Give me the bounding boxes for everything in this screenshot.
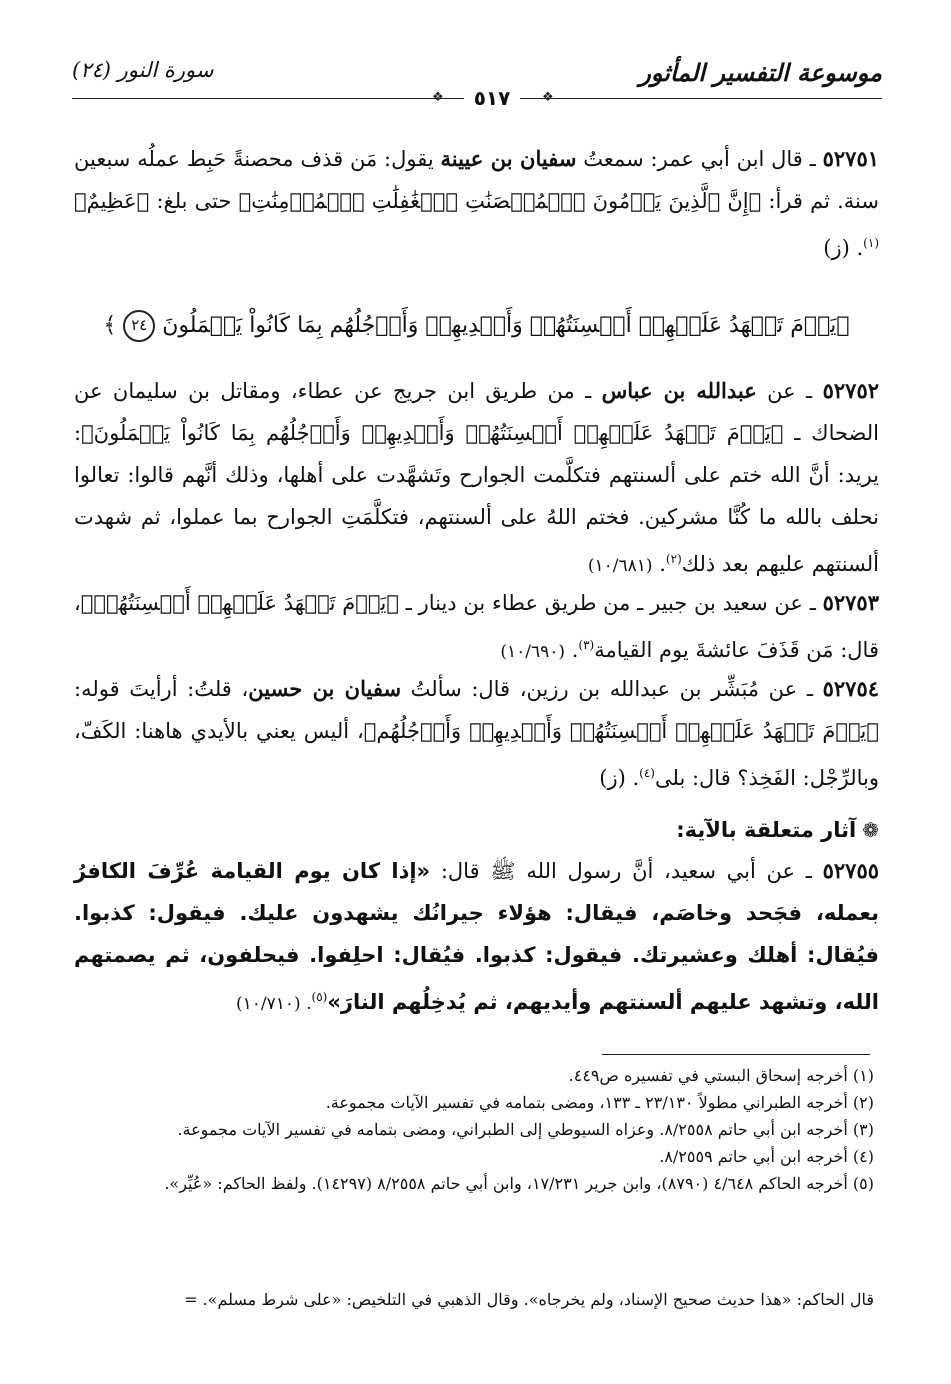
footnote-marker: (٢) xyxy=(665,552,682,566)
ornament-icon: ❖ xyxy=(432,90,444,105)
entry-text: ـ عن xyxy=(756,379,823,403)
flower-ornament-icon: ❁ xyxy=(862,818,879,842)
entry-text: ـ عن أبي سعيد، أنَّ رسول الله ﷺ قال: xyxy=(430,859,823,883)
entry-text: ـ قال ابن أبي عمر: سمعتُ xyxy=(576,147,823,171)
hadith-text: «إذا كان يوم القيامة عُرِّفَ الكافرُ بعمله، فجَحد وخاصَم، فيقال: هؤلاء جيرانُك يشهدون عليك. فيقول: كذبوا. فيُقال: أهلك وعشيرتك. فيقول: كذبوا. فيُقال: احلِفوا. فيحلفون، ثم يصمتهم الله، وتشهد عليهم ألسنتهم وأيديهم، ثم يُدخِلُهم النارَ» xyxy=(74,859,879,1014)
entry-text: . xyxy=(565,638,579,662)
entry-number: ٥٢٧٥١ xyxy=(822,146,880,171)
footnote: (٤) أخرجه ابن أبي حاتم ٨/٢٥٥٩. xyxy=(659,1147,874,1166)
entry-text: . xyxy=(652,552,666,576)
ornament-icon: ❖ xyxy=(542,90,554,105)
verse-text: ﴿يَوۡمَ تَشۡهَدُ عَلَيۡهِمۡ أَلۡسِنَتُهُمۡ وَأَيۡدِيهِمۡ وَأَرۡجُلُهُم بِمَا كَانُواْ يَعۡمَلُونَ xyxy=(162,313,850,338)
footnote-marker: (٤) xyxy=(639,766,655,780)
footnote-marker: (١) xyxy=(863,236,879,250)
section-heading xyxy=(74,818,879,842)
footnote-marker: (٥) xyxy=(311,990,328,1004)
footnote: (٣) أخرجه ابن أبي حاتم ٨/٢٥٥٨. وعزاه السيوطي إلى الطبراني، ومضى بتمامه في تفسير الآيات مجموعة. xyxy=(177,1120,874,1139)
book-title: موسوعة التفسير المأثور xyxy=(639,58,882,87)
entry-number: ٥٢٧٥٣ xyxy=(822,590,879,615)
surah-title: سورة النور (٢٤) xyxy=(72,58,214,82)
entry-52753 xyxy=(74,582,879,673)
entry-text: ـ عن مُبَشِّر بن عبدالله بن رزين، قال: سألتُ xyxy=(401,677,823,701)
verse-bracket: ﴾ xyxy=(103,313,117,338)
footnote: (١) أخرجه إسحاق البستي في تفسيره ص٤٤٩. xyxy=(568,1066,874,1085)
volume-reference: (١٠/٦٨١) xyxy=(587,556,653,576)
entry-text: ـ عن سعيد بن جبير ـ من طريق عطاء بن دينار ـ ﴿يَوۡمَ تَشۡهَدُ عَلَيۡهِمۡ أَلۡسِنَتُهُمۡ﴾، قال: مَن قَذَفَ عائشةَ يوم القيامة xyxy=(74,591,879,662)
quran-verse xyxy=(74,310,879,342)
footnote: (٥) أخرجه الحاكم ٤/٦٤٨ (٨٧٩٠)، وابن جرير ١٧/٢٣١، وابن أبي حاتم ٨/٢٥٥٨ (١٤٢٩٧). ولفظ الحاكم: «عُيِّر». xyxy=(164,1174,874,1193)
volume-reference: (١٠/٦٩٠) xyxy=(500,642,566,662)
entry-text: . (ز) xyxy=(599,766,640,790)
footnote-rule xyxy=(602,1054,870,1055)
entry-52752 xyxy=(74,370,879,587)
entry-text: يقول: مَن قذف محصنةً حَبِط عملُه سبعين سنة. ثم قرأ: ﴿إِنَّ ٱلَّذِينَ يَرۡمُونَ ٱلۡمُحۡصَنَٰتِ ٱلۡغَٰفِلَٰتِ ٱلۡمُؤۡمِنَٰتِ﴾ حتى بلغ: ﴿عَظِيمٌ﴾ xyxy=(74,147,879,213)
section-title: آثار متعلقة بالآية: xyxy=(676,818,857,842)
footnote-marker: (٣) xyxy=(578,638,595,652)
entry-52754 xyxy=(74,668,879,799)
ayah-number: ٢٤ xyxy=(123,310,155,342)
entry-text: ، قلتُ: أرأيتَ قوله: ﴿يَوۡمَ تَشۡهَدُ عَلَيۡهِمۡ أَلۡسِنَتُهُمۡ وَأَيۡدِيهِمۡ وَأَرۡجُلُهُم﴾، أليس يعني بالأيدي هاهنا: الكَفّ، وبالرِّجْل: الفَخِذ؟ قال: بلى xyxy=(74,677,879,790)
entry-number: ٥٢٧٥٤ xyxy=(822,676,880,701)
footnote: (٢) أخرجه الطبراني مطولاً ٢٣/١٣٠ ـ ١٣٣، ومضى بتمامه في تفسير الآيات مجموعة. xyxy=(325,1093,874,1112)
footnotes xyxy=(74,1062,874,1197)
narrator-name: سفيان بن عيينة xyxy=(440,146,577,171)
entry-number: ٥٢٧٥٢ xyxy=(822,378,880,403)
entry-text: ـ من طريق ابن جريج عن عطاء، ومقاتل بن سليمان عن الضحاك ـ ﴿يَوۡمَ تَشۡهَدُ عَلَيۡهِمۡ أَلۡسِنَتُهُمۡ وَأَيۡدِيهِمۡ وَأَرۡجُلُهُم بِمَا كَانُواْ يَعۡمَلُونَ﴾: يريد: أنَّ الله ختم على ألسنتهم فتكلَّمت الجوارح وتَشهَّدت على أهلها، وذلك أنَّهم قالوا: تعالوا نحلف بالله ما كُنَّا مشركين. فختم اللهُ على ألسنتهم، فتكلَّمَتِ الجوارح بما عملوا، ثم شهدت ألسنتهم عليهم بعد ذلك xyxy=(74,379,879,576)
volume-reference: . (١٠/٧١٠) xyxy=(236,994,312,1014)
footnote-continuation: قال الحاكم: «هذا حديث صحيح الإسناد، ولم يخرجاه». وقال الذهبي في التلخيص: «على شرط مسلم». = xyxy=(184,1290,874,1309)
page-header xyxy=(72,58,882,110)
narrator-name: عبدالله بن عباس xyxy=(601,378,757,403)
entry-number: ٥٢٧٥٥ xyxy=(822,858,880,883)
page-number-box xyxy=(392,86,592,110)
page-number: ٥١٧ xyxy=(464,86,521,110)
entry-text: . (ز) xyxy=(823,236,864,260)
entry-52751 xyxy=(74,138,879,269)
narrator-name: سفيان بن حسين xyxy=(248,676,402,701)
entry-52755 xyxy=(74,850,879,1025)
